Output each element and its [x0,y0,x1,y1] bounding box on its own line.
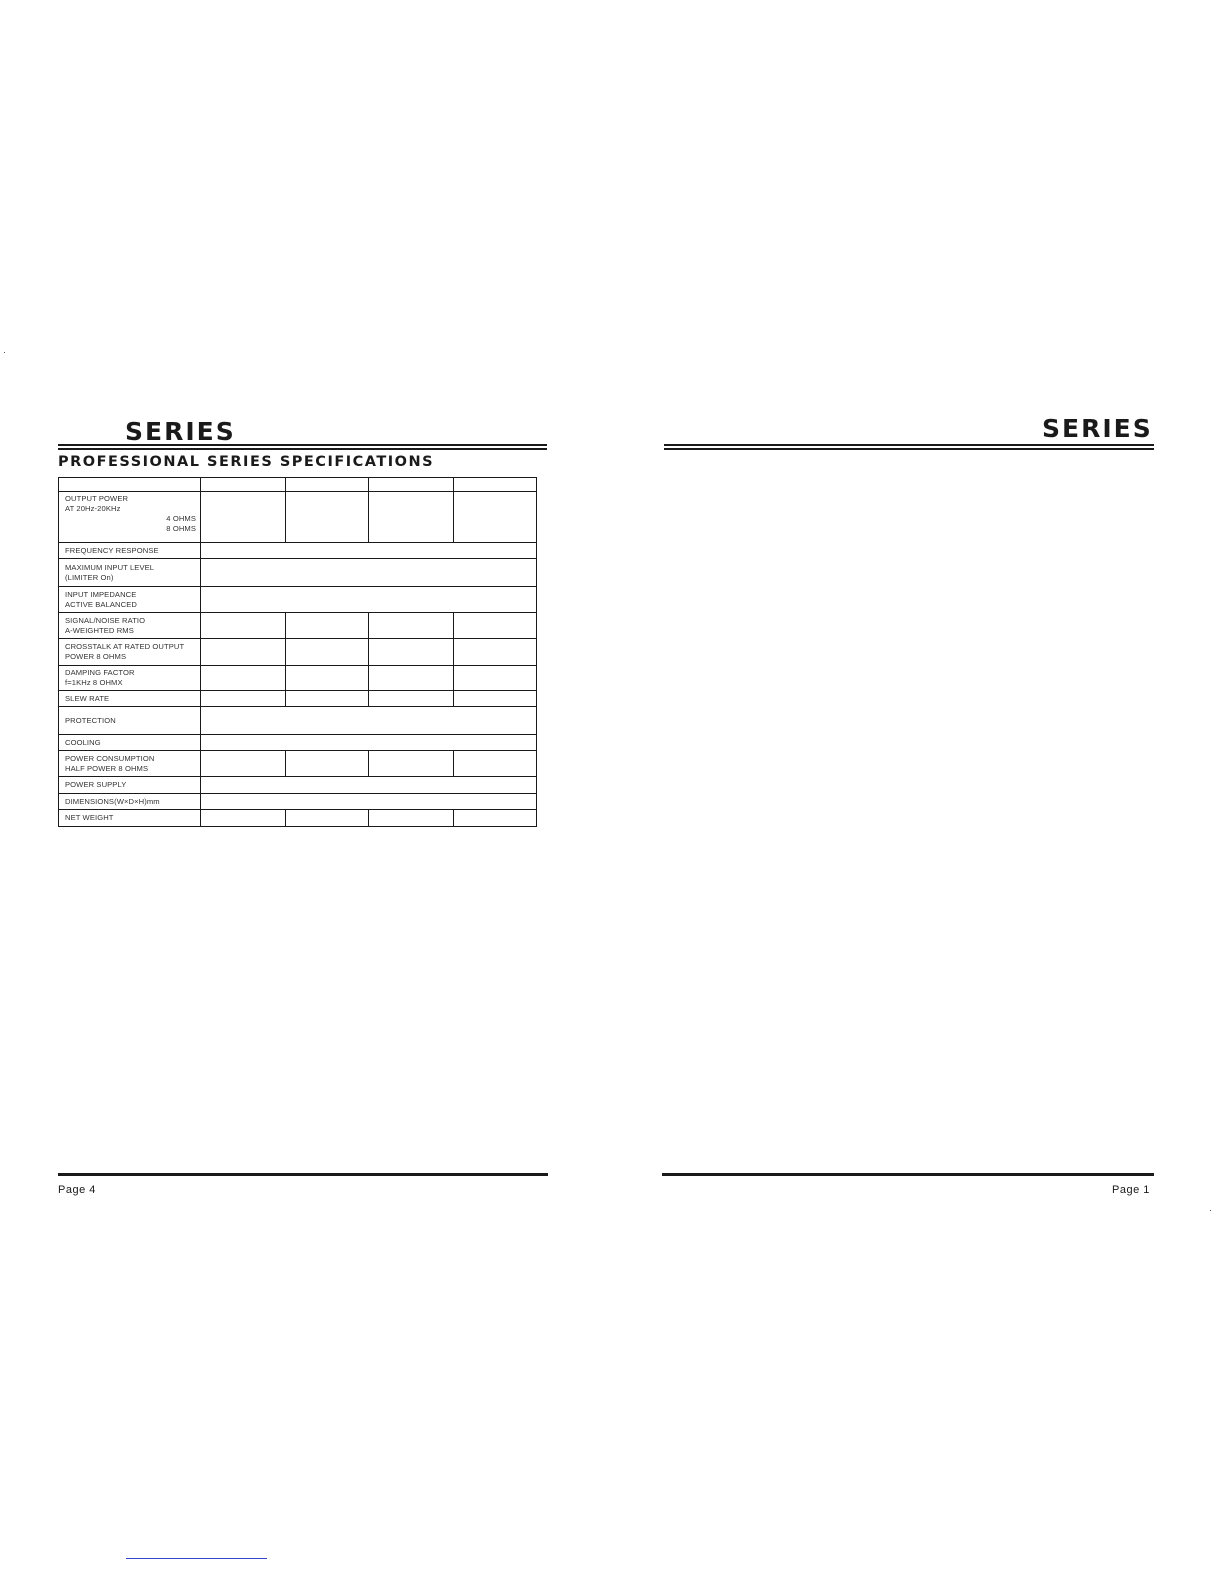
value-cell [369,613,454,639]
left-footer-rule [58,1173,548,1176]
signal-noise-line-1: SIGNAL/NOISE RATIO [65,615,146,625]
four-ohms-label: 4 OHMS [166,514,196,523]
max-input-line-1: MAXIMUM INPUT LEVEL [65,562,155,572]
merged-value-cell [201,559,537,587]
value-cell [369,691,454,707]
damping-factor-line-1: DAMPING FACTOR [65,668,135,677]
input-impedance-line-1: INPUT IMPEDANCE [65,589,137,599]
table-row [59,559,537,587]
output-power-label [59,492,201,543]
power-supply-label: POWER SUPPLY [59,777,201,794]
dimensions-label: DIMENSIONS(W×D×H)mm [59,794,201,810]
left-header-rule [58,444,547,450]
damping-factor-label [59,666,201,691]
power-consumption-line-1: POWER CONSUMPTION [65,753,155,763]
value-cell [454,613,537,639]
value-cell [369,492,454,543]
table-row [59,810,537,827]
merged-value-cell [201,707,537,735]
table-row [59,777,537,794]
model-header-cell [286,478,369,492]
value-cell [201,810,286,827]
slew-rate-label: SLEW RATE [59,691,201,707]
crosstalk-line-1: CROSSTALK AT RATED OUTPUT [65,642,185,651]
scan-mark [1210,1210,1211,1211]
value-cell [454,751,537,777]
right-series-title: SERIES [1042,414,1153,443]
merged-value-cell [201,794,537,810]
signal-noise-label [59,613,201,639]
table-row [59,794,537,810]
max-input-line-2: (LIMITER On) [65,572,114,582]
frequency-response-label: FREQUENCY RESPONSE [59,543,201,559]
table-row [59,751,537,777]
cooling-label: COOLING [59,735,201,751]
left-page-number: Page 4 [58,1184,96,1196]
value-cell [454,639,537,666]
protection-label: PROTECTION [59,707,201,735]
table-row [59,543,537,559]
merged-value-cell [201,543,537,559]
value-cell [201,751,286,777]
value-cell [286,751,369,777]
header-label-cell [59,478,201,492]
value-cell [369,751,454,777]
table-row [59,735,537,751]
right-header-rule [664,444,1154,450]
right-footer-rule [662,1173,1154,1176]
value-cell [454,492,537,543]
table-header-row [59,478,537,492]
value-cell [286,639,369,666]
value-cell [286,613,369,639]
model-header-cell [454,478,537,492]
value-cell [286,666,369,691]
value-cell [454,810,537,827]
crosstalk-label [59,639,201,666]
eight-ohms-label: 8 OHMS [166,524,196,533]
value-cell [369,639,454,666]
value-cell [369,666,454,691]
model-header-cell [369,478,454,492]
output-power-line-1: OUTPUT POWER [65,494,129,503]
link-underline [126,1558,267,1559]
table-row [59,691,537,707]
table-row [59,613,537,639]
max-input-level-label [59,559,201,587]
value-cell [454,691,537,707]
value-cell [201,613,286,639]
net-weight-label: NET WEIGHT [59,810,201,827]
merged-value-cell [201,587,537,613]
input-impedance-line-2: ACTIVE BALANCED [65,599,137,609]
value-cell [369,810,454,827]
specifications-table [58,477,537,827]
value-cell [201,492,286,543]
value-cell [286,810,369,827]
left-series-title: SERIES [125,417,236,446]
table-row [59,587,537,613]
value-cell [201,691,286,707]
damping-factor-line-2: f=1KHz 8 OHMX [65,678,123,687]
power-consumption-label [59,751,201,777]
signal-noise-line-2: A-WEIGHTED RMS [65,625,134,635]
value-cell [286,691,369,707]
crosstalk-line-2: POWER 8 OHMS [65,652,127,661]
model-header-cell [201,478,286,492]
table-row [59,639,537,666]
value-cell [286,492,369,543]
value-cell [201,666,286,691]
table-row [59,666,537,691]
power-consumption-line-2: HALF POWER 8 OHMS [65,763,149,773]
table-row [59,492,537,543]
specs-heading: PROFESSIONAL SERIES SPECIFICATIONS [58,454,435,470]
value-cell [454,666,537,691]
value-cell [201,639,286,666]
merged-value-cell [201,735,537,751]
table-row [59,707,537,735]
right-page-number: Page 1 [1112,1184,1150,1196]
scan-mark [4,352,5,353]
input-impedance-label [59,587,201,613]
merged-value-cell [201,777,537,794]
output-power-line-2: AT 20Hz-20KHz [65,504,121,513]
